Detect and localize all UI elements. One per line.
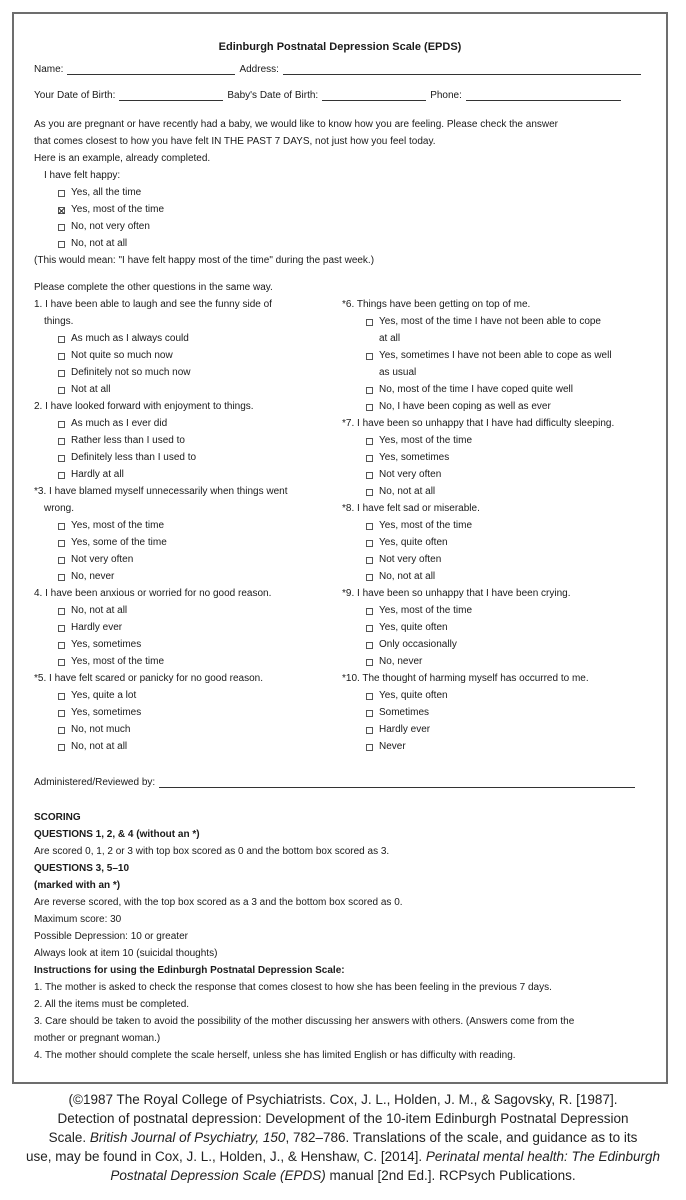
administered-row xyxy=(34,777,639,788)
question-8-option xyxy=(366,554,441,566)
option-label: As much as I always could xyxy=(71,333,189,344)
option-label: Only occasionally xyxy=(379,639,457,650)
option-label: No, never xyxy=(71,571,115,582)
question-2-option xyxy=(58,418,167,430)
question-7-option xyxy=(366,452,449,464)
question-9-text: *9. I have been so unhappy that I have been crying. xyxy=(342,588,571,599)
option-label: Yes, quite often xyxy=(379,690,448,701)
question-1-option xyxy=(58,367,191,379)
instruction-item: 3. Care should be taken to avoid the possibility of the mother discussing her answers with others. (Answers come from the xyxy=(34,1016,575,1027)
example-option: Yes, all the time xyxy=(58,187,141,199)
caption-text: Detection of postnatal depression: Development of the 10-item Edinburgh Postnatal Depression xyxy=(57,1111,629,1126)
question-10-option xyxy=(366,724,430,736)
intro-line-3: Here is an example, already completed. xyxy=(34,153,211,164)
checkbox[interactable] xyxy=(366,404,373,411)
checkbox[interactable] xyxy=(58,353,65,360)
instruction-item: mother or pregnant woman.) xyxy=(34,1033,161,1044)
option-label: No, most of the time I have coped quite well xyxy=(379,384,573,395)
question-4-text: 4. I have been anxious or worried for no good reason. xyxy=(34,588,272,599)
checkbox[interactable] xyxy=(366,744,373,751)
option-label: Yes, some of the time xyxy=(71,537,167,548)
option-label: Hardly ever xyxy=(71,622,123,633)
question-4-option xyxy=(58,622,122,634)
option-continuation xyxy=(379,367,416,379)
question-6-option xyxy=(366,316,601,328)
checkbox[interactable] xyxy=(58,744,65,751)
scoring-q3510-sub: (marked with an *) xyxy=(34,880,121,891)
checkbox[interactable] xyxy=(58,625,65,632)
option-label: Never xyxy=(379,741,406,752)
option-label: Definitely not so much now xyxy=(71,367,191,378)
scoring-max: Maximum score: 30 xyxy=(34,914,122,925)
checkbox[interactable] xyxy=(366,472,373,479)
name-row xyxy=(34,64,645,75)
checkbox[interactable] xyxy=(58,190,65,197)
scoring-q3510-heading: QUESTIONS 3, 5–10 xyxy=(34,863,130,874)
option-label: No, I have been coping as well as ever xyxy=(379,401,551,412)
question-5-option xyxy=(58,741,127,753)
dob-line[interactable] xyxy=(119,90,223,101)
question-10-option xyxy=(366,690,448,702)
name-label: Name: xyxy=(34,64,64,75)
question-8-option xyxy=(366,571,435,583)
dob-row xyxy=(34,90,625,101)
option-label: Sometimes xyxy=(379,707,430,718)
option-label: at all xyxy=(379,333,401,344)
question-7-option xyxy=(366,486,435,498)
scoring-q124-heading: QUESTIONS 1, 2, & 4 (without an *) xyxy=(34,829,200,840)
checkbox[interactable] xyxy=(366,659,373,666)
instruction-item: 1. The mother is asked to check the response that comes closest to how she has been feeling in the previous 7 days. xyxy=(34,982,552,993)
administered-label: Administered/Reviewed by: xyxy=(34,777,156,788)
example-note: (This would mean: "I have felt happy most of the time" during the past week.) xyxy=(34,255,375,266)
option-label: Not very often xyxy=(71,554,134,565)
option-label: As much as I ever did xyxy=(71,418,168,429)
caption-journal: British Journal of Psychiatry, 150 xyxy=(89,1130,286,1145)
caption-text: manual [2nd Ed.]. RCPsych Publications. xyxy=(325,1168,576,1183)
example-option: Yes, most of the time xyxy=(58,204,164,216)
instructions-heading: Instructions for using the Edinburgh Postnatal Depression Scale: xyxy=(34,965,345,976)
option-label: No, not at all xyxy=(71,741,128,752)
instruction-item: 4. The mother should complete the scale herself, unless she has limited English or has difficulty with reading. xyxy=(34,1050,516,1061)
question-8-text: *8. I have felt sad or miserable. xyxy=(342,503,480,514)
option-label: No, not much xyxy=(71,724,131,735)
checkbox[interactable] xyxy=(58,455,65,462)
scoring-q3510-text: Are reverse scored, with the top box scored as a 3 and the bottom box scored as 0. xyxy=(34,897,403,908)
checkbox[interactable] xyxy=(366,727,373,734)
checkbox[interactable] xyxy=(58,540,65,547)
baby-dob-line[interactable] xyxy=(322,90,426,101)
checkbox[interactable] xyxy=(366,710,373,717)
checkbox[interactable] xyxy=(366,523,373,530)
checkbox[interactable] xyxy=(58,608,65,615)
option-label: Yes, most of the time xyxy=(379,605,473,616)
dob-label: Your Date of Birth: xyxy=(34,90,116,101)
example-question: I have felt happy: xyxy=(44,170,121,181)
checkbox[interactable] xyxy=(366,387,373,394)
option-label: Not very often xyxy=(379,469,442,480)
checkbox[interactable] xyxy=(58,421,65,428)
option-label: No, never xyxy=(379,656,423,667)
question-9-option xyxy=(366,639,457,651)
option-label: Yes, sometimes xyxy=(71,707,142,718)
question-7-option xyxy=(366,435,472,447)
question-5-text: *5. I have felt scared or panicky for no good reason. xyxy=(34,673,264,684)
checkbox[interactable] xyxy=(366,642,373,649)
question-6-text: *6. Things have been getting on top of me. xyxy=(342,299,531,310)
checkbox[interactable] xyxy=(366,625,373,632)
checkbox[interactable] xyxy=(58,574,65,581)
checkbox[interactable] xyxy=(58,224,65,231)
option-label: Rather less than I used to xyxy=(71,435,185,446)
question-5-option xyxy=(58,707,141,719)
option-label: Yes, most of the time xyxy=(71,656,165,667)
form-title: Edinburgh Postnatal Depression Scale (EPDS) xyxy=(218,41,462,53)
checkbox[interactable] xyxy=(366,608,373,615)
scoring-heading: SCORING xyxy=(34,812,81,823)
question-4-option xyxy=(58,656,164,668)
name-line[interactable] xyxy=(67,64,235,75)
checkbox[interactable] xyxy=(58,370,65,377)
question-6-option xyxy=(366,401,551,413)
question-1-option xyxy=(58,333,189,345)
checkbox[interactable] xyxy=(366,557,373,564)
option-label: Yes, most of the time xyxy=(379,435,473,446)
option-label: Not very often xyxy=(379,554,442,565)
checkbox[interactable] xyxy=(366,319,373,326)
checkbox[interactable] xyxy=(58,336,65,343)
instruction-item: 2. All the items must be completed. xyxy=(34,999,190,1010)
question-3-option xyxy=(58,554,133,566)
checkbox[interactable] xyxy=(366,574,373,581)
instruction-text: Please complete the other questions in the same way. xyxy=(34,282,273,293)
option-label: Not quite so much now xyxy=(71,350,173,361)
option-label: Hardly ever xyxy=(379,724,431,735)
administered-line[interactable] xyxy=(159,777,635,788)
checkbox[interactable] xyxy=(58,438,65,445)
option-label: Yes, most of the time I have not been able to cope xyxy=(379,316,601,327)
caption-text: use, may be found in Cox, J. L., Holden, J., & Henshaw, C. [2014]. xyxy=(25,1149,426,1164)
question-2-option xyxy=(58,452,196,464)
question-7-option xyxy=(366,469,441,481)
question-2-option xyxy=(58,435,185,447)
checkbox[interactable] xyxy=(366,353,373,360)
option-label: Yes, quite often xyxy=(379,622,448,633)
option-label: Yes, quite often xyxy=(379,537,448,548)
caption-book: Perinatal mental health: The Edinburgh Postnatal Depression Scale (EPDS) xyxy=(110,1149,661,1183)
question-2-option xyxy=(58,469,124,481)
option-label: No, not at all xyxy=(379,486,436,497)
question-6-option xyxy=(366,350,612,362)
option-label: Hardly at all xyxy=(71,469,124,480)
question-5-option xyxy=(58,690,136,702)
question-1-text: things. xyxy=(44,316,74,327)
question-3-text: *3. I have blamed myself unnecessarily when things went xyxy=(34,486,288,497)
address-line[interactable] xyxy=(283,64,641,75)
intro-line-1: As you are pregnant or have recently had a baby, we would like to know how you are feeling. Please check the answer xyxy=(34,119,559,130)
question-10-option xyxy=(366,707,429,719)
checkbox[interactable] xyxy=(366,489,373,496)
question-3-option xyxy=(58,537,167,549)
checkbox[interactable] xyxy=(58,710,65,717)
caption-text: , 782–786. Translations of the scale, and guidance as to its xyxy=(285,1130,638,1145)
option-label: Definitely less than I used to xyxy=(71,452,197,463)
example-option: No, not at all xyxy=(58,238,127,250)
checkbox[interactable] xyxy=(366,455,373,462)
scoring-q124-text: Are scored 0, 1, 2 or 3 with top box scored as 0 and the bottom box scored as 3. xyxy=(34,846,390,857)
copyright-caption xyxy=(14,1090,672,1185)
question-4-option xyxy=(58,639,141,651)
example-option: No, not very often xyxy=(58,221,150,233)
question-5-option xyxy=(58,724,130,736)
checkbox[interactable] xyxy=(58,693,65,700)
scoring-always: Always look at item 10 (suicidal thoughts) xyxy=(34,948,218,959)
option-label: Not at all xyxy=(71,384,111,395)
question-7-text: *7. I have been so unhappy that I have had difficulty sleeping. xyxy=(342,418,615,429)
question-3-text: wrong. xyxy=(44,503,75,514)
option-label: Yes, sometimes xyxy=(379,452,450,463)
question-3-option xyxy=(58,520,164,532)
option-label: No, not at all xyxy=(379,571,436,582)
option-label: Yes, most of the time xyxy=(379,520,473,531)
question-2-text: 2. I have looked forward with enjoyment to things. xyxy=(34,401,254,412)
phone-line[interactable] xyxy=(466,90,621,101)
question-9-option xyxy=(366,622,448,634)
baby-dob-label: Baby's Date of Birth: xyxy=(227,90,319,101)
phone-label: Phone: xyxy=(430,90,462,101)
option-label: Yes, sometimes I have not been able to cope as well xyxy=(379,350,612,361)
checkbox[interactable] xyxy=(58,659,65,666)
question-9-option xyxy=(366,605,472,617)
checkbox[interactable] xyxy=(366,438,373,445)
question-6-option xyxy=(366,384,573,396)
epds-form xyxy=(12,12,668,1084)
checkbox[interactable] xyxy=(366,693,373,700)
checkbox[interactable] xyxy=(58,557,65,564)
question-10-text: *10. The thought of harming myself has occurred to me. xyxy=(342,673,589,684)
question-4-option xyxy=(58,605,127,617)
question-1-option xyxy=(58,350,173,362)
caption-text: Scale. xyxy=(48,1130,90,1145)
checkbox[interactable] xyxy=(58,472,65,479)
caption-text: (©1987 The Royal College of Psychiatrists. Cox, J. L., Holden, J. M., & Sagovsky, R. [1987]. xyxy=(68,1092,618,1107)
question-8-option xyxy=(366,520,472,532)
option-label: Yes, most of the time xyxy=(71,520,165,531)
option-label: No, not at all xyxy=(71,605,128,616)
intro-line-2: that comes closest to how you have felt IN THE PAST 7 DAYS, not just how you feel today. xyxy=(34,136,436,147)
question-3-option xyxy=(58,571,114,583)
checkbox[interactable] xyxy=(366,540,373,547)
checkbox[interactable] xyxy=(58,523,65,530)
option-label: as usual xyxy=(379,367,417,378)
question-9-option xyxy=(366,656,422,668)
question-8-option xyxy=(366,537,448,549)
option-label: Yes, sometimes xyxy=(71,639,142,650)
checkbox[interactable] xyxy=(58,642,65,649)
address-label: Address: xyxy=(239,64,279,75)
option-label: Yes, quite a lot xyxy=(71,690,137,701)
question-10-option xyxy=(366,741,406,753)
question-1-text: 1. I have been able to laugh and see the funny side of xyxy=(34,299,272,310)
checked-checkbox[interactable] xyxy=(58,207,65,214)
question-1-option xyxy=(58,384,110,396)
checkbox[interactable] xyxy=(58,727,65,734)
checkbox[interactable] xyxy=(58,241,65,248)
option-continuation xyxy=(379,333,400,345)
checkbox[interactable] xyxy=(58,387,65,394)
scoring-possible: Possible Depression: 10 or greater xyxy=(34,931,188,942)
